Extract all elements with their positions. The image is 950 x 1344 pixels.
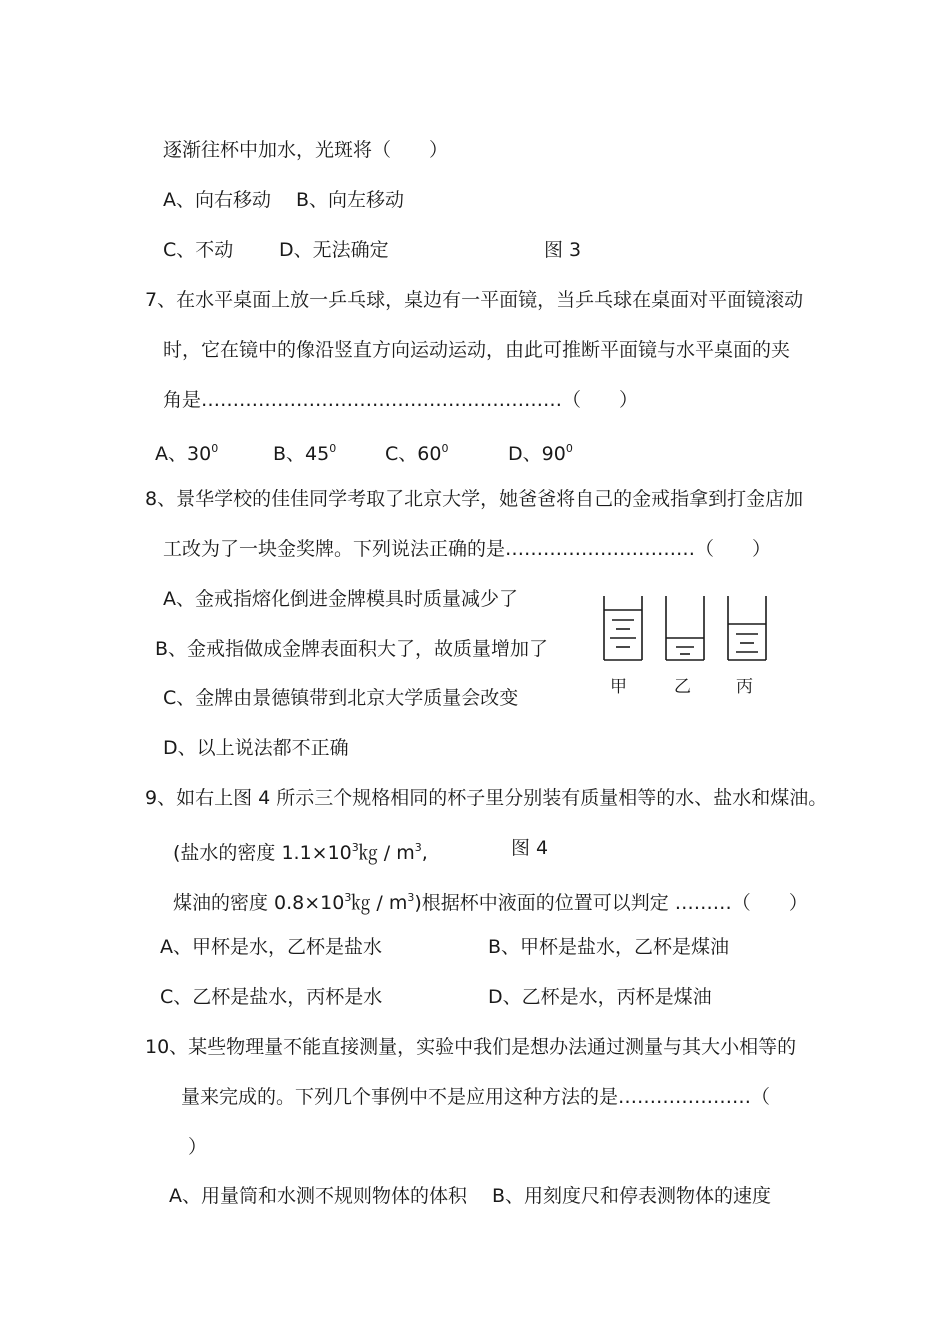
cup-yi — [666, 596, 704, 660]
q10-stem-line-3: ） — [188, 1136, 208, 1158]
figure-4-caption: 图 4 — [511, 837, 549, 859]
q8-option-a: A、金戒指熔化倒进金牌模具时质量减少了 — [163, 588, 518, 610]
cup-label-yi: 乙 — [674, 677, 691, 697]
q8-option-c: C、金牌由景德镇带到北京大学质量会改变 — [163, 687, 519, 709]
q7-option-b: B、$45^0$ — [273, 442, 337, 465]
q6-stem: 逐渐往杯中加水，光斑将（ ） — [163, 139, 449, 161]
q7-stem-line-2: 时，它在镜中的像沿竖直方向运动运动，由此可推断平面镜与水平桌面的夹 — [163, 339, 791, 361]
cup-label-jia: 甲 — [610, 677, 627, 697]
q9-option-d: D、乙杯是水，丙杯是煤油 — [488, 986, 712, 1008]
cups-diagram — [598, 592, 778, 664]
q8-stem-line-2: 工改为了一块金奖牌。下列说法正确的是…………………………（ ） — [163, 538, 772, 560]
q7-option-a: A、$30^0$ — [155, 442, 219, 465]
q8-stem-line-1: 8、景华学校的佳佳同学考取了北京大学，她爸爸将自己的金戒指拿到打金店加 — [145, 488, 804, 510]
q10-stem-line-2: 量来完成的。下列几个事例中不是应用这种方法的是…………………（ — [181, 1086, 771, 1108]
q8-option-b: B、金戒指做成金牌表面积大了，故质量增加了 — [155, 638, 549, 660]
q7-option-c: C、$60^0$ — [385, 442, 449, 465]
cup-bing — [728, 596, 766, 660]
q9-stem-line-3: 煤油的密度 $0.8\times 10^3㎏ / m^3$)根据杯中液面的位置可以判定 ………（ ） — [173, 891, 808, 914]
q7-stem-line-3: 角是…………………………………………………（ ） — [163, 389, 639, 411]
q9-option-b: B、甲杯是盐水，乙杯是煤油 — [488, 936, 730, 958]
cup-label-bing: 丙 — [736, 677, 753, 697]
q7-stem-line-1: 7、在水平桌面上放一乒乓球，桌边有一平面镜，当乒乓球在桌面对平面镜滚动 — [145, 289, 804, 311]
cup-jia — [604, 596, 642, 660]
q10-stem-line-1: 10、某些物理量不能直接测量，实验中我们是想办法通过测量与其大小相等的 — [145, 1036, 797, 1058]
q7-option-d: D、$90^0$ — [508, 442, 573, 465]
q10-option-b: B、用刻度尺和停表测物体的速度 — [492, 1185, 772, 1207]
q6-option-c: C、不动 — [163, 239, 234, 261]
figure-3-caption: 图 3 — [544, 239, 582, 261]
q6-option-a: A、向右移动 — [163, 189, 271, 211]
q9-stem-line-2: (盐水的密度 $1.1\times 10^3㎏ / m^3$, — [173, 841, 428, 864]
q9-option-a: A、甲杯是水，乙杯是盐水 — [160, 936, 382, 958]
q6-option-d: D、无法确定 — [279, 239, 389, 261]
q10-option-a: A、用量筒和水测不规则物体的体积 — [169, 1185, 467, 1207]
q9-stem-line-1: 9、如右上图 4 所示三个规格相同的杯子里分别装有质量相等的水、盐水和煤油。 — [145, 787, 828, 809]
q9-option-c: C、乙杯是盐水，丙杯是水 — [160, 986, 383, 1008]
q8-option-d: D、以上说法都不正确 — [163, 737, 349, 759]
figure-4-cups — [598, 592, 778, 702]
q6-option-b: B、向左移动 — [296, 189, 405, 211]
